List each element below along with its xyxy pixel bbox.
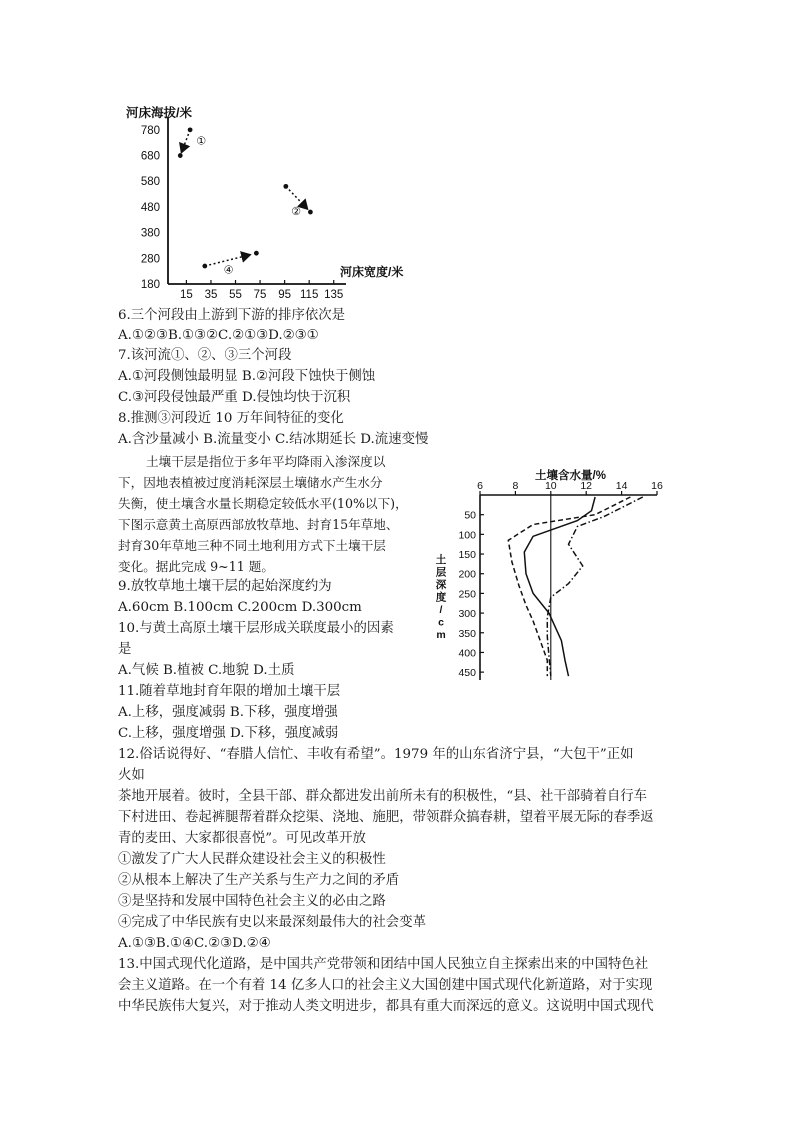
x-tick-label: 75	[253, 289, 267, 298]
x-axis-label: 河床宽度/米	[340, 265, 404, 279]
question-11: 11.随着草地封育年限的增加土壤干层	[118, 684, 341, 699]
question-7-options-cd: C.③河段侵蚀最严重 D.侵蚀均快于沉积	[118, 390, 351, 405]
question-6: 6.三个河段由上游到下游的排序依次是	[118, 308, 346, 323]
question-6-options: A.①②③B.①③②C.②①③D.②③①	[118, 328, 319, 343]
y-tick-label: 250	[458, 588, 476, 601]
passage-line-3: 失衡，使土壤含水量长期稳定较低水平(10%以下)，	[118, 496, 408, 511]
x-tick-label: 55	[229, 289, 242, 298]
y-tick-label: 780	[140, 124, 160, 137]
x-tick-label: 135	[324, 289, 344, 298]
question-9-options: A.60cm B.100cm C.200cm D.300cm	[118, 600, 362, 615]
x-tick-label: 8	[512, 480, 519, 492]
y-tick-label: 680	[140, 150, 160, 163]
question-12-options: A.①③B.①④C.②③D.②④	[118, 936, 271, 951]
moisture-curve-dash-dot	[547, 497, 643, 676]
y-tick-label: 180	[140, 279, 160, 291]
passage-line-1: 土壤干层是指位于多年平均降雨入渗深度以	[146, 454, 386, 469]
y-tick-label: 280	[140, 253, 160, 266]
y-tick-label: 50	[464, 509, 476, 522]
x-tick-label: 15	[180, 289, 193, 298]
data-point	[308, 210, 313, 215]
y-tick-label: 100	[458, 529, 476, 542]
x-tick-label: 35	[204, 289, 218, 298]
question-8-options: A.含沙量减小 B.流量变小 C.结冰期延长 D.流速变慢	[118, 432, 429, 447]
y-tick-label: 380	[140, 227, 160, 240]
x-tick-label: 16	[651, 480, 663, 492]
x-tick-label: 12	[580, 480, 593, 492]
statement-3: ③是坚持和发展中国特色社会主义的必由之路	[118, 894, 386, 909]
passage-line-5: 封育30年草地三种不同土地利用方式下土壤干层	[118, 538, 386, 553]
question-12-line-4: 下村进田、卷起裤腿帮着群众挖渠、浇地、施肥，带领群众搞春耕，望着平展无际的春季返	[118, 810, 654, 825]
question-8: 8.推测③河段近 10 万年间特征的变化	[118, 411, 344, 426]
data-point	[202, 264, 207, 269]
question-9: 9.放牧草地土壤干层的起始深度约为	[118, 579, 332, 594]
question-13-line-2: 会主义道路。在一个有着 14 亿多人口的社会主义大国创建中国式现代化新道路，对于实现	[118, 978, 653, 993]
question-13-line-3: 中华民族伟大复兴，对于推动人类文明进步，都具有重大而深远的意义。这说明中国式现代	[118, 999, 654, 1014]
x-tick-label: 6	[477, 480, 483, 492]
statement-4: ④完成了中华民族有史以来最深刻最伟大的社会变革	[118, 915, 426, 930]
depth-axis-label	[436, 553, 447, 641]
x-tick-label: 10	[544, 480, 557, 492]
question-12-line-1: 12.俗话说得好、“春腊人信忙、丰收有希望”。1979 年的山东省济宁县，“大包干”正如	[118, 747, 634, 762]
question-10-options: A.气候 B.植被 C.地貌 D.土质	[118, 663, 295, 678]
passage-line-2: 下，因地表植被过度消耗深层土壤储水产生水分	[118, 475, 383, 490]
segment-arrow	[181, 130, 190, 153]
statement-1: ①激发了广大人民群众建设社会主义的积极性	[118, 852, 386, 867]
question-12-line-3: 茶地开展着。彼时，全县干部、群众都进发出前所未有的积极性，“县、社干部骑着自行车	[118, 789, 648, 804]
y-tick-label: 350	[458, 627, 476, 640]
question-12-line-5: 青的麦田、大家都很喜悦”。可见改革开放	[118, 831, 366, 846]
question-10-cont: 是	[118, 642, 132, 657]
question-11-options-cd: C.上移，强度增强 D.下移，强度减弱	[118, 726, 339, 741]
y-tick-label: 580	[140, 176, 160, 189]
passage-line-6: 变化。据此完成 9~11 题。	[118, 559, 274, 574]
data-point	[254, 251, 259, 256]
question-13-line-1: 13.中国式现代化道路，是中国共产党带领和团结中国人民独立自主探索出来的中国特色社	[118, 957, 649, 972]
data-point	[178, 153, 183, 158]
x-tick-label: 115	[300, 289, 319, 298]
passage-line-4: 下图示意黄土高原西部放牧草地、封育15年草地、	[118, 517, 399, 532]
y-axis-label: 河床海拔/米	[126, 106, 192, 120]
series-label: ②	[291, 206, 302, 219]
x-tick-label: 14	[615, 480, 628, 492]
riverbed-scatter-chart	[118, 103, 418, 298]
data-point	[283, 184, 288, 189]
question-7-options-ab: A.①河段侧蚀最明显 B.②河段下蚀快于侧蚀	[118, 369, 376, 384]
question-10: 10.与黄土高原土壤干层形成关联度最小的因素	[118, 621, 394, 636]
y-tick-label: 450	[458, 667, 476, 680]
y-tick-label: 480	[140, 201, 160, 214]
question-11-options-ab: A.上移，强度减弱 B.下移，强度增强	[118, 705, 338, 720]
question-12-line-2: 火如	[118, 768, 145, 783]
soil-moisture-chart	[432, 465, 672, 687]
y-tick-label: 150	[458, 549, 476, 562]
y-tick-label: 200	[458, 568, 476, 581]
x-tick-label: 95	[278, 289, 292, 298]
y-tick-label: 400	[458, 647, 476, 660]
statement-2: ②从根本上解决了生产关系与生产力之间的矛盾	[118, 873, 400, 888]
series-label: ④	[223, 264, 234, 277]
question-7: 7.该河流①、②、③三个河段	[118, 348, 292, 363]
data-point	[188, 127, 193, 132]
depth-axis-label-text: 土层深度/ c m	[435, 554, 447, 641]
y-tick-label: 300	[458, 608, 476, 621]
top-axis-label: 土壤含水量/%	[535, 470, 606, 482]
series-label: ①	[196, 135, 207, 148]
